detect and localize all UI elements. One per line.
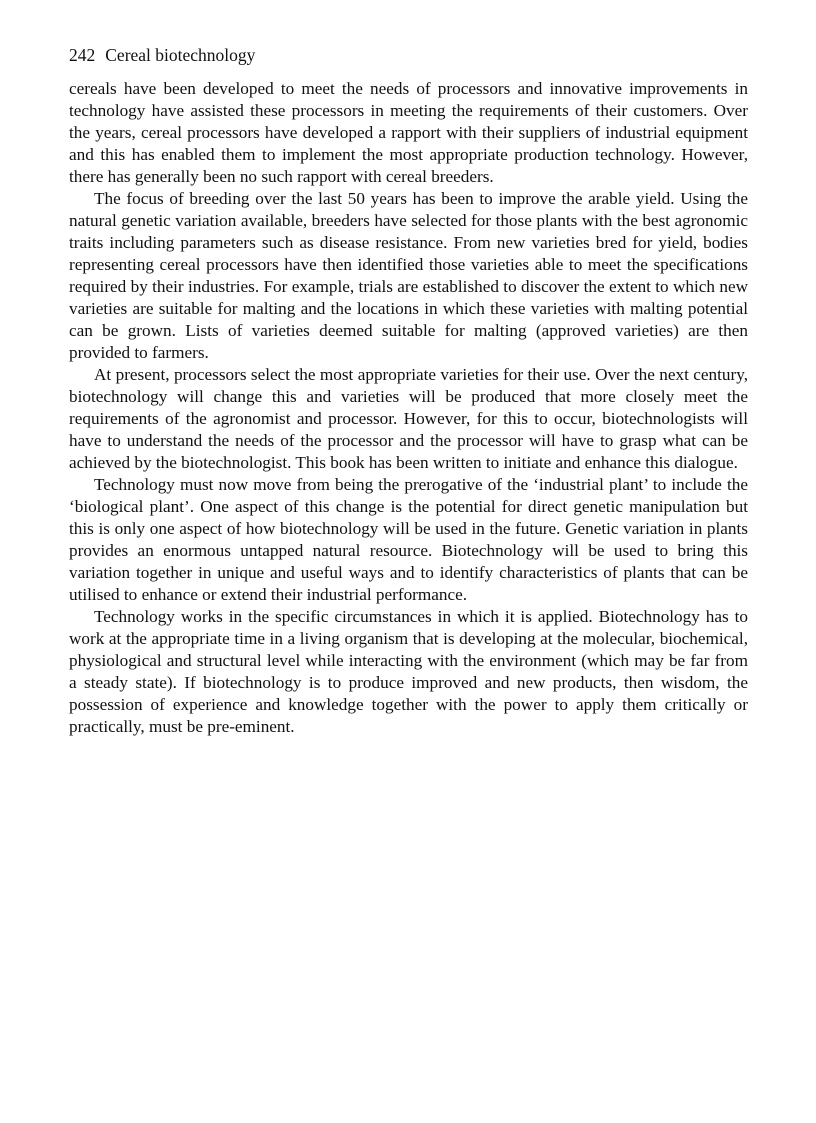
paragraph-technology-circumstances: Technology works in the specific circumstances in which it is applied. Biotechnology has to work at the appropriate time in a living organism that is developing at the molecular, biochemical, physiological and structural level while interacting with the environment (which may be far from a steady state). If biotechnology is to produce improved and new products, then wisdom, the possession of experience and knowledge together with the power to apply them critically or practically, must be pre-eminent.	[69, 607, 748, 736]
paragraph-continued: cereals have been developed to meet the needs of processors and innovative improvements in technology have assisted these processors in meeting the requirements of their customers. Over the years, cereal processors have developed a rapport with their suppliers of industrial equipment and this has enabled them to implement the most appropriate production technology. However, there has generally been no such rapport with cereal breeders.	[69, 79, 748, 186]
paragraph-technology-shift: Technology must now move from being the prerogative of the ‘industrial plant’ to include the ‘biological plant’. One aspect of this change is the potential for direct genetic manipulation but this is only one aspect of how biotechnology will be used in the future. Genetic variation in plants provides an enormous untapped natural resource. Biotechnology will be used to bring this variation together in unique and useful ways and to identify characteristics of plants that can be utilised to enhance or extend their industrial performance.	[69, 475, 748, 604]
paragraph-breeding-focus: The focus of breeding over the last 50 years has been to improve the arable yield. Using the natural genetic variation available, breeders have selected for those plants with the best agronomic traits including parameters such as disease resistance. From new varieties bred for yield, bodies representing cereal processors have then identified those varieties able to meet the specifications required by their industries. For example, trials are established to discover the extent to which new varieties are suitable for malting and the locations in which these varieties with malting potential can be grown. Lists of varieties deemed suitable for malting (approved varieties) are then provided to farmers.	[69, 189, 748, 362]
page-number: 242	[69, 45, 96, 65]
paragraph-present-selection: At present, processors select the most appropriate varieties for their use. Over the next century, biotechnology will change this and varieties will be produced that more closely meet the requirements of the agronomist and processor. However, for this to occur, biotechnologists will have to understand the needs of the processor and the processor will have to grasp what can be achieved by the biotechnologist. This book has been written to initiate and enhance this dialogue.	[69, 365, 748, 472]
running-head	[69, 44, 748, 66]
running-title: Cereal biotechnology	[105, 45, 256, 65]
book-page	[69, 44, 748, 738]
body-text	[69, 78, 748, 738]
